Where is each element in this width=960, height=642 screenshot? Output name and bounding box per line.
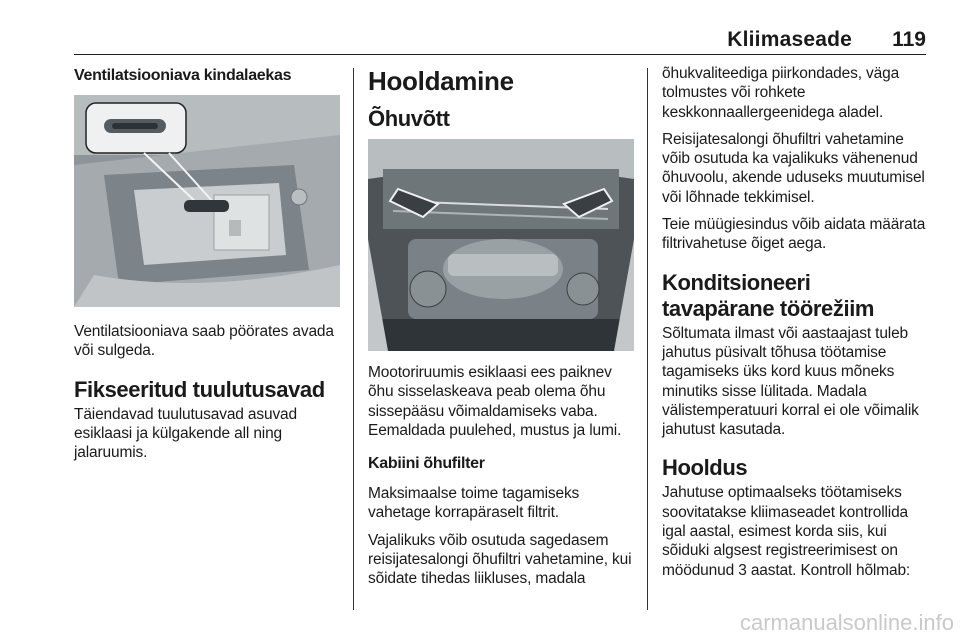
column-3 bbox=[662, 64, 928, 580]
column-2 bbox=[368, 66, 634, 132]
air-intake-heading: Õhuvõtt bbox=[368, 106, 450, 131]
fixed-vents-heading: Fikseeritud tuulutusavad bbox=[74, 376, 325, 402]
engine-bay-figure bbox=[368, 139, 634, 351]
fixed-vents-text: Täiendavad tuulutusavad asuvad esiklaasi ja külgakende all ning jalaruumis. bbox=[74, 405, 297, 462]
cabin-filter-text-1: Maksimaalse toime tagamiseks vahetage korrapäraselt filtrit. bbox=[368, 485, 580, 522]
site-watermark: carmanualsonline.info bbox=[739, 610, 954, 635]
header-section-title: Kliimaseade bbox=[727, 28, 852, 51]
column-divider-1 bbox=[353, 68, 354, 610]
column-2-lower bbox=[368, 363, 634, 589]
cabin-filter-text-4: Reisijatesalongi õhufiltri vahetamine võib osutuda ka vajalikuks vähenenud õhuvoolu, akende uduseks muutumisel või lõhnade tekkimisel. bbox=[662, 130, 925, 206]
glovebox-vent-text: Ventilatsiooniava saab pöörates avada või sulgeda. bbox=[74, 323, 334, 360]
glovebox-vent-heading: Ventilatsiooniava kindalaekas bbox=[74, 67, 292, 84]
page-number: 119 bbox=[892, 28, 926, 51]
cabin-filter-text-2: Vajalikuks võib osutuda sagedasem reisijatesalongi õhufiltri vahetamine, kui sõidate tihedas liikluses, madala bbox=[368, 531, 632, 588]
cabin-filter-text-5: Teie müügiesindus võib aidata määrata filtrivahetuse õiget aega. bbox=[662, 216, 926, 253]
column-1-lower bbox=[74, 322, 340, 462]
maintenance-title: Hooldamine bbox=[368, 66, 514, 96]
cabin-filter-text-3: õhukvaliteediga piirkondades, väga tolmustes või rohkete keskkonnaallergeenidega aladel. bbox=[662, 65, 900, 121]
cabin-filter-heading: Kabiini õhufilter bbox=[368, 455, 485, 473]
service-text: Jahutuse optimaalseks töötamiseks soovitatakse kliimaseadet kontrollida igal aastal, esimest korda siis, kui sõiduki algsest registreerimisest on möödunud 3 aastat. Kontroll hõlmab: bbox=[662, 484, 911, 579]
glovebox-vent-figure bbox=[74, 95, 340, 307]
air-intake-text: Mootoriruumis esiklaasi ees paiknev õhu sisselaskeava peab olema õhu sissepääsu võimaldamiseks vaba. Eemaldada puulehed, mustus ja lumi. bbox=[368, 364, 622, 439]
service-heading: Hooldus bbox=[662, 455, 748, 481]
page-header bbox=[74, 28, 926, 55]
ac-normal-operation-heading: Konditsioneeri tavapärane töörežiim bbox=[662, 269, 875, 321]
column-1 bbox=[74, 64, 340, 86]
column-divider-2 bbox=[647, 68, 648, 610]
ac-normal-operation-text: Sõltumata ilmast või aastaajast tuleb jahutus püsivalt tõhusa töötamise tagamiseks üks kord kuus mõneks minutiks sisse lülitada. Madala välistemperatuuri korral ei ole võimalik jahutust kasutada. bbox=[662, 324, 919, 439]
